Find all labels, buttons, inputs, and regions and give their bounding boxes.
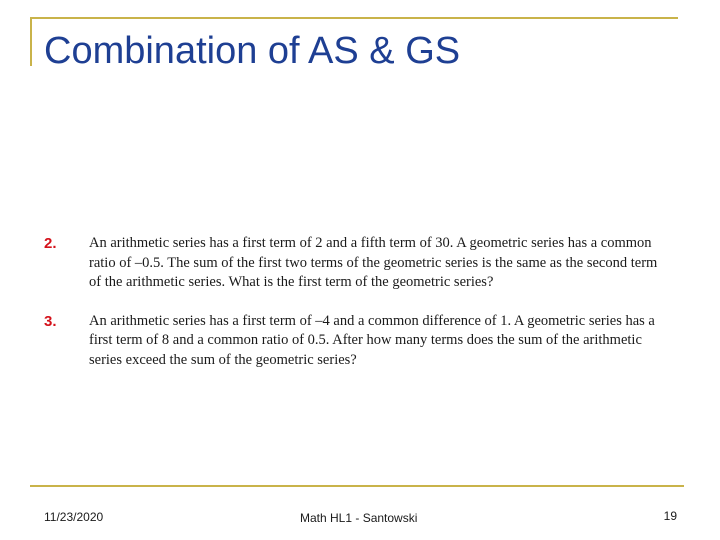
problem-list — [44, 234, 684, 389]
problem-item — [44, 234, 684, 293]
title-frame-top-line — [30, 17, 678, 19]
footer-date: 11/23/2020 — [44, 510, 104, 524]
title-frame-left-line — [30, 17, 32, 66]
problem-text: An arithmetic series has a first term of –4 and a common difference of 1. A geometric series has a first term of 8 and a common ratio of 0.5. After how many terms does the sum of the arithmetic series exceed the sum of the geometric series? — [89, 312, 655, 368]
footer-divider — [30, 485, 684, 487]
problem-item — [44, 312, 684, 371]
page-number: 19 — [663, 509, 677, 523]
problem-number: 2. — [44, 235, 57, 252]
slide-title: Combination of AS & GS — [44, 30, 461, 72]
footer-course-label: Math HL1 - Santowski — [300, 511, 418, 525]
problem-text: An arithmetic series has a first term of 2 and a fifth term of 30. A geometric series has a common ratio of –0.5. The sum of the first two terms of the geometric series is the same as the second term of the arithmetic series. What is the first term of the geometric series? — [89, 235, 658, 290]
problem-number: 3. — [44, 312, 57, 330]
